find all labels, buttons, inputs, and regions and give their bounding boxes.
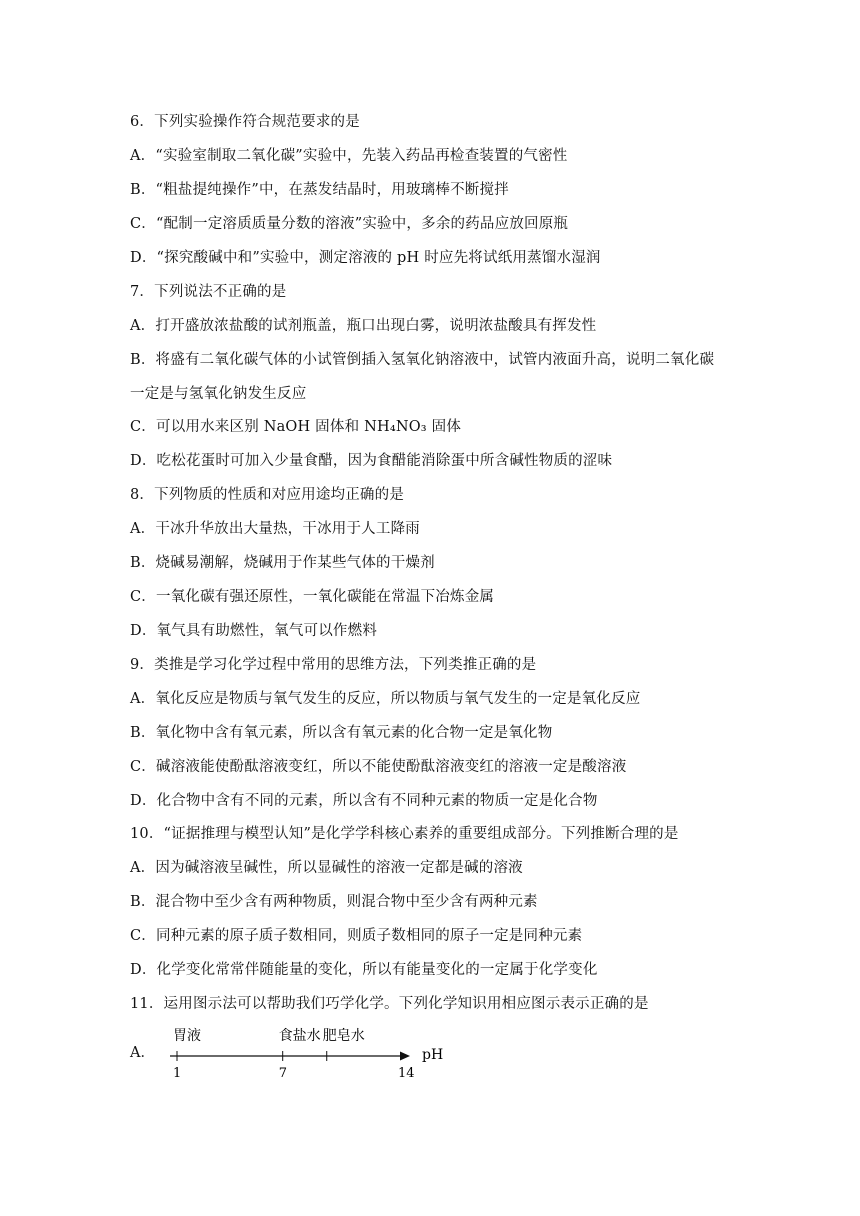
question-9-stem: 9．类推是学习化学过程中常用的思维方法，下列类推正确的是 (130, 657, 537, 673)
question-6-option-c: C．“配制一定溶质质量分数的溶液”实验中，多余的药品应放回原瓶 (130, 216, 569, 232)
question-10-stem: 10．“证据推理与模型认知”是化学学科核心素养的重要组成部分。下列推断合理的是 (130, 826, 679, 842)
ph-axis-label: pH (422, 1047, 444, 1063)
ph-tick-value-1: 7 (278, 1066, 287, 1081)
question-10-option-d: D．化学变化常常伴随能量的变化，所以有能量变化的一定属于化学变化 (130, 962, 598, 978)
question-9-option-b: B．氧化物中含有氧元素，所以含有氧元素的化合物一定是氧化物 (130, 725, 553, 741)
question-6-option-d: D．“探究酸碱中和”实验中，测定溶液的 pH 时应先将试纸用蒸馏水湿润 (130, 250, 601, 266)
ph-mark-label-0: 胃液 (173, 1028, 201, 1044)
ph-axis-arrow (400, 1052, 410, 1061)
ph-tick-value-end: 14 (398, 1066, 415, 1081)
question-7-option-b-cont: 一定是与氢氧化钠发生反应 (130, 386, 307, 402)
question-8-option-c: C．一氧化碳有强还原性，一氧化碳能在常温下冶炼金属 (130, 589, 495, 605)
question-11-stem: 11．运用图示法可以帮助我们巧学化学。下列化学知识用相应图示表示正确的是 (130, 996, 649, 1012)
question-7-stem: 7．下列说法不正确的是 (130, 284, 287, 300)
question-9-option-d: D．化合物中含有不同的元素，所以含有不同种元素的物质一定是化合物 (130, 793, 598, 809)
question-7-option-d: D．吃松花蛋时可加入少量食醋，因为食醋能消除蛋中所含碱性物质的涩味 (130, 453, 613, 469)
ph-tick-value-0: 1 (173, 1066, 182, 1081)
question-8-stem: 8．下列物质的性质和对应用途均正确的是 (130, 487, 405, 503)
ph-diagram (130, 1022, 470, 1082)
question-10-option-c: C．同种元素的原子质子数相同，则质子数相同的原子一定是同种元素 (130, 928, 583, 944)
question-6-option-a: A．“实验室制取二氧化碳”实验中，先装入药品再检查装置的气密性 (130, 148, 568, 164)
question-6-stem: 6．下列实验操作符合规范要求的是 (130, 114, 360, 130)
question-7-option-b: B．将盛有二氧化碳气体的小试管倒插入氢氧化钠溶液中，试管内液面升高，说明二氧化碳 (130, 352, 715, 368)
question-9-option-a: A．氧化反应是物质与氧气发生的反应，所以物质与氧气发生的一定是氧化反应 (130, 691, 641, 707)
question-10-option-a: A．因为碱溶液呈碱性，所以显碱性的溶液一定都是碱的溶液 (130, 860, 523, 876)
question-7-option-a: A．打开盛放浓盐酸的试剂瓶盖，瓶口出现白雾，说明浓盐酸具有挥发性 (130, 318, 597, 334)
question-10-option-b: B．混合物中至少含有两种物质，则混合物中至少含有两种元素 (130, 894, 538, 910)
ph-number-line (130, 1022, 470, 1082)
question-8-option-d: D．氧气具有助燃性，氧气可以作燃料 (130, 623, 378, 639)
question-9-option-c: C．碱溶液能使酚酞溶液变红，所以不能使酚酞溶液变红的溶液一定是酸溶液 (130, 759, 627, 775)
diagram-option-label: A． (130, 1045, 155, 1061)
ph-mark-label-2: 肥皂水 (322, 1028, 365, 1044)
question-6-option-b: B．“粗盐提纯操作”中，在蒸发结晶时，用玻璃棒不断搅拌 (130, 182, 509, 198)
question-8-option-a: A．干冰升华放出大量热，干冰用于人工降雨 (130, 521, 420, 537)
question-7-option-c: C．可以用水来区别 NaOH 固体和 NH₄NO₃ 固体 (130, 419, 462, 435)
question-8-option-b: B．烧碱易潮解，烧碱用于作某些气体的干燥剂 (130, 555, 435, 571)
ph-mark-label-1: 食盐水 (278, 1028, 321, 1044)
